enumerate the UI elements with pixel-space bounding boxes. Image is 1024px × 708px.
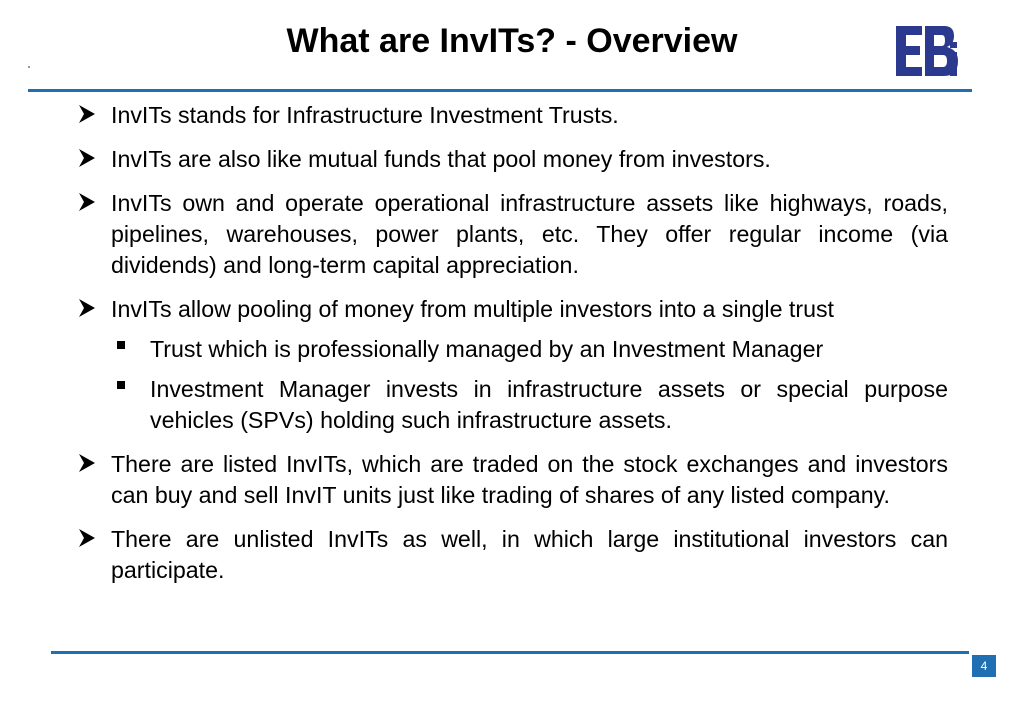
bullet-text: InvITs stands for Infrastructure Investment Trusts. [111,102,619,128]
arrow-bullet-icon [76,101,98,127]
sebi-logo [892,22,962,80]
sub-list-item [76,334,948,365]
sub-bullet-text: Investment Manager invests in infrastructure assets or special purpose vehicles (SPVs) holding such infrastructure assets. [150,376,948,433]
arrow-bullet-icon [76,525,98,551]
list-item [76,449,948,511]
header-divider [28,89,972,92]
square-bullet-icon [117,341,125,349]
list-item [76,294,948,436]
list-item [76,100,948,131]
footer-divider [51,651,969,654]
bullet-text: InvITs are also like mutual funds that pool money from investors. [111,146,771,172]
arrow-bullet-icon [76,145,98,171]
bullet-list [76,100,948,599]
list-item [76,188,948,281]
page-title: What are InvITs? - Overview [286,22,738,60]
bullet-text: InvITs allow pooling of money from multiple investors into a single trust [111,296,835,322]
arrow-bullet-icon [76,295,98,321]
bullet-text: InvITs own and operate operational infrastructure assets like highways, roads, pipelines, warehouses, power plants, etc. They offer regular income (via dividends) and long-term capital appreciation. [111,190,948,278]
arrow-bullet-icon [76,450,98,476]
bullet-text: There are unlisted InvITs as well, in which large institutional investors can participate. [111,526,948,583]
square-bullet-icon [117,381,125,389]
decorative-dot [28,66,30,68]
sub-bullet-text: Trust which is professionally managed by an Investment Manager [150,336,824,362]
list-item [76,144,948,175]
sub-list-item [76,374,948,436]
page-number: 4 [972,655,996,677]
bullet-text: There are listed InvITs, which are traded on the stock exchanges and investors can buy and sell InvIT units just like trading of shares of any listed company. [111,451,948,508]
arrow-bullet-icon [76,189,98,215]
list-item [76,524,948,586]
